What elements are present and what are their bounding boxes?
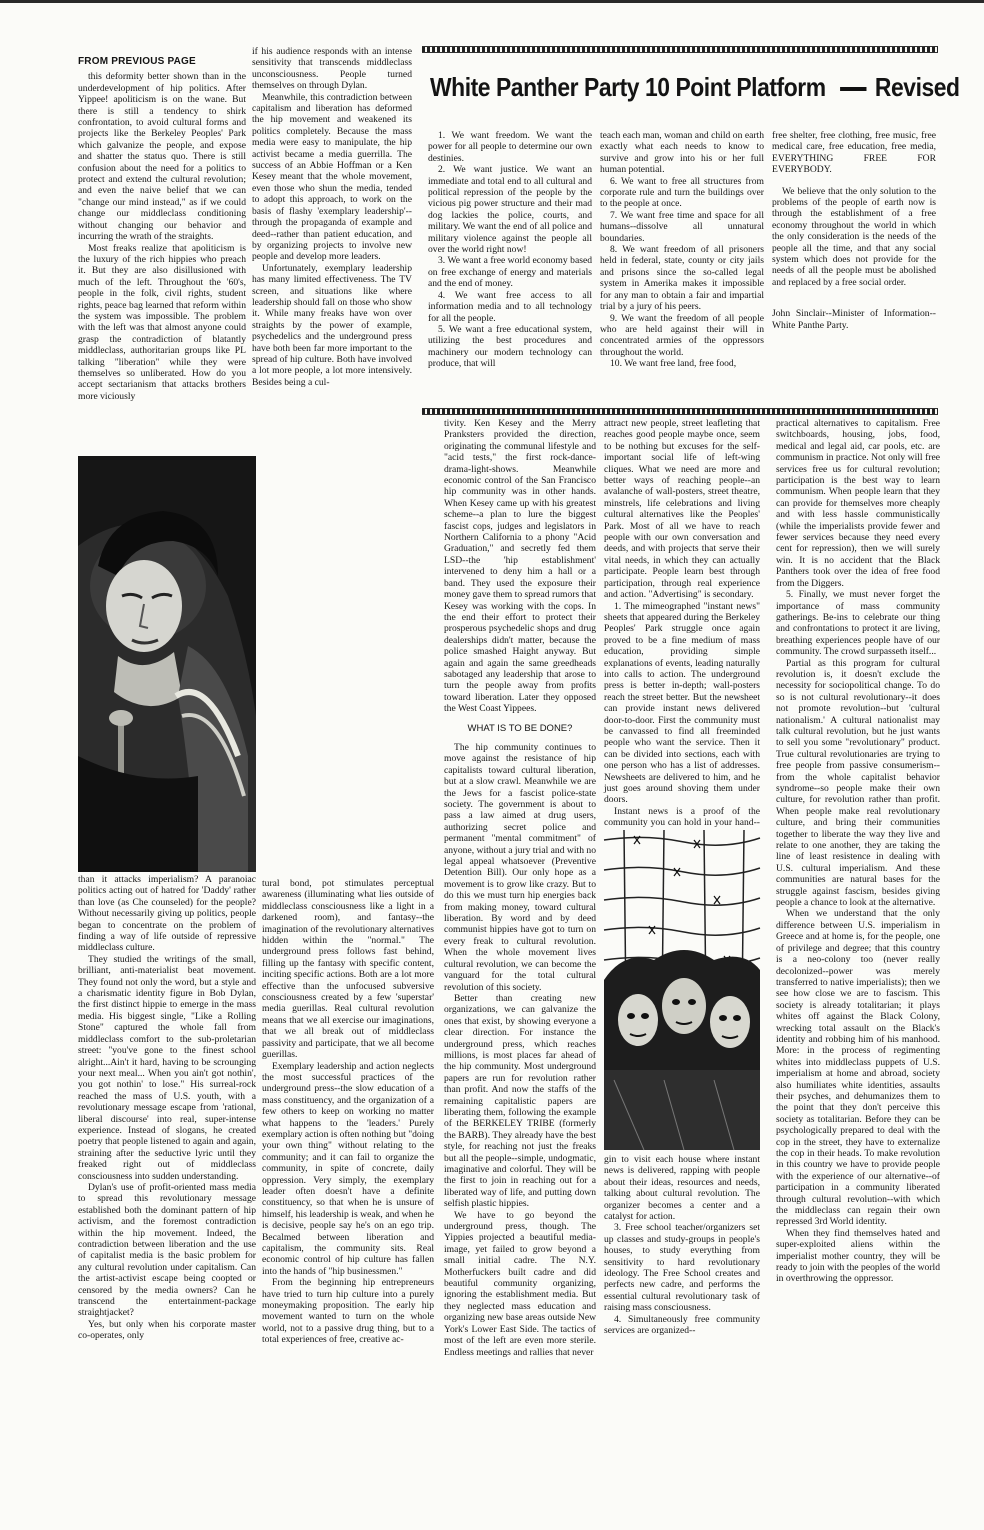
headline-main: White Panther Party 10 Point Platform (430, 72, 826, 102)
paragraph: Partial as this program for cultural revolution is, it doesn't exclude the necessity for sociopolitical change. To do so is not cultural revolutionary--it does not promote revolution--but 'cultural nationalism.' A cultural nationalist may talk cultural revolution, but he just wants to sell you some "revolutionary" product. True cultural revolutionaries are trying to free people from passive consumerism--from the whole capitalist behavior syndrome--so people make their own culture, for revolution rather than profit. When people make real revolutionary culture, and bring their communities together to liberate the way they live and relate to one another, they are taking the line of least resistence in dealing with U.S. cultural imperialism. And these communities are natural bases for the struggle against fascism, besides giving people a chance to look at the alternative. (776, 657, 940, 909)
article-column-3 (444, 418, 596, 1510)
article-column-2-top (252, 46, 412, 450)
prisoners-illustration (604, 830, 760, 1150)
platform-point: 4. We want free access to all information media and to all technology for all the people. (428, 289, 592, 324)
paragraph: this deformity better shown than in the underdevelopment of hip politics. After Yippee! apoliticism is on the wane. But there is still a tendency to shirk confrontation, to avoid cultural forms and projects like the Berkeley Peoples' Park which galvanize the people, and expose and shatter the status quo. There is still confusion about the need for a politics to protect and extend the cultural revolution; and even the naive belief that we can "change our mind instead," as if we could change our middleclass conditioning without changing our behavior and incurring the wrath of the straights. (78, 71, 246, 243)
barbed-wire-drawing (604, 830, 760, 1150)
platform-point: 1. We want freedom. We want the power for all people to determine our own destinies. (428, 130, 592, 164)
dylan-photo (78, 456, 256, 872)
paragraph: Most freaks realize that apoliticism is the luxury of the rich hippies who preach it. But they are also disillusioned with much of the left. Throughout the '60's, people in the folk, civil rights, student rights, peace bag learned that reform within the system was impossible. The problem with the left was that almost anyone could grasp the contradiction of blatantly middleclass, authoritarian groups like PL talking "liberation" while they were themselves so unliberated. How do you accept sectarianism that attacks brothers more viciously (78, 242, 246, 402)
paragraph: if his audience responds with an intense sensitivity that transcends middleclass unconsciousness. People turned themselves on through Dylan. (252, 46, 412, 92)
paragraph: The hip community continues to move against the resistance of hip capitalists toward cultural liberation, but at a slow crawl. Meanwhile we are the Jews for a fascist police-state society. The government is about to pass a law aimed at drug users, authorizing secret police and permanent "mental commitment" of anyone, without a jury trial and with no legal appeal whatsoever (Preventive Detention Bill). Our only hope as a movement is to grow like crazy. But to do this we must turn hip energies back from making money, toward cultural liberation. By word and by deed communist hippies have got to turn on every freak to cultural revolution. When the whole movement lives cultural revolution, we can become the vanguard for the total cultural revolution of this society. (444, 741, 596, 993)
platform-point: 2. We want justice. We want an immediate and total end to all cultural and political repression of the people by the vicious pig power structure and their mad dog lackies the police, courts, and military. We want the end of all police and military violence against the people all over the world right now! (428, 164, 592, 256)
paragraph: practical alternatives to capitalism. Free switchboards, housing, jobs, food, medical and legal aid, car pools, etc. are communism in practice. Not only will free services free us for cultural revolution; participation is the best way to learn communism. When people learn that they can provide for themselves more cheaply and with less hassle communistically (while the imperialists provide fewer and fewer services because they need every cent for repression), then we will surely win. It is no accident that the Black Panthers took over the idea of free food from the Diggers. (776, 418, 940, 589)
paragraph: 4. Simultaneously free community services are organized-- (604, 1313, 760, 1337)
platform-signature: John Sinclair--Minister of Information--White Panthe Party. (772, 308, 936, 331)
platform-point: free shelter, free clothing, free music, free medical care, free education, free media, EVERYTHING FREE FOR EVERYBODY. (772, 130, 936, 176)
paragraph: tivity. Ken Kesey and the Merry Pranksters provided the direction, originating the communal lifestyle and "acid tests," the first rock-dance-drama-light-shows. Meanwhile economic control of the San Francisco hip community was in other hands. When Kesey came up with his greatest scheme--a plan to lure the biggest fascist cops, judges and legislators in Northern California to a phony "Acid Graduation," and secretly fed them LSD--the 'hip establishment' intervened to deny him a hall or a band. They used the exposure their money gave them to spread rumors that Kesey was working with the cops. In the end their effort to protect their prosperous psychedelic shops and drug dealerships didn't matter, because the police smashed Haight anyway. But again and again the same greedheads sabotaged any leadership that arose to turn the people away from profits toward liberation. Later they opposed the West Coast Yippees. (444, 418, 596, 715)
platform-column-2 (600, 130, 764, 370)
article-column-1-bottom (78, 874, 256, 1508)
platform-point: 10. We want free land, free food, (610, 358, 737, 370)
paragraph: attract new people, street leafleting that reaches good people maybe once, seem to be nothing but excuses for the self-important social life of left-wing cliques. What we need are more and better ways of reaching people--an avalanche of wall-posters, street theatre, minstrels, life celebrations and living cultural alternatives like the Peoples' Park. Most of all we have to reach people with our own conversation and deeds, and with projects that serve their vital needs, in which they can actually participate. People learn best through participation, through real experience and action. "Advertising" is secondary. (604, 418, 760, 601)
paragraph: than it attacks imperialism? A paranoiac politics acting out of hatred for 'Daddy' rather than love (as Che counseled) for the people? Without necessarily giving up politics, people began to concentrate on the problem of finding a way of life outside of repressive middleclass culture. (78, 874, 256, 954)
platform-point: 8. We want freedom of all prisoners held in federal, state, county or city jails and prisons since the so-called legal system in Amerika makes it impossible for any man to obtain a fair and impartial trial by a jury of his peers. (600, 244, 764, 313)
article-column-4-top (604, 418, 760, 829)
paragraph: 1. The mimeographed "instant news" sheets that appeared during the Berkeley Peoples' Park struggle once again proved to be a fine medium of mass education, providing simple explanations of events, leading naturally into calls to action. The underground press is better in-depth; wall-posters reach the street better. But the newsheet can provide instant news delivered door-to-door. First the community must be canvassed to find all freeminded people who want the service. Then it can be divided into sections, each with one person who has a list of addresses. Newsheets are delivered to him, and he just goes around shoving them under doors. (604, 600, 760, 806)
headline-dash (840, 87, 866, 91)
platform-point: 6. We want to free all structures from corporate rule and turn the buildings over to the people at once. (600, 175, 764, 210)
paragraph: Exemplary leadership and action neglects the most successful practices of the underground press--the slow education of a mass constituency, and the organization of a few others to keep on working no matter what happens to the 'leaders.' Purely exemplary action is often nothing but "doing your own thing" without relating to the community; and it can fail to organize the community, in spite of concrete, daily oppression. Very simply, the exemplary leader often doesn't have a definite constituency, so that when he is unsure of himself, his leadership is weak, and when he is decisive, people say he's on an ego trip. Becalmed between liberation and capitalism, the community sits. Real economic control of hip culture has fallen into the hands of "hip businessmen." (262, 1060, 434, 1277)
platform-point: 7. We want free time and space for all humans--dissolve all unnatural boundaries. (600, 209, 764, 244)
article-column-5 (776, 418, 940, 1510)
header-rule-top (422, 46, 938, 53)
paragraph: We have to go beyond the underground press, though. The Yippies projected a beautiful media-image, yet failed to grow beyond a small initial cadre. The N.Y. Motherfuckers built cadre and did beautiful community organizing, ignoring the establishment media. But they neglected mass education and organizing new base areas outside New York's Lower East Side. The tactics of most of the left are even more sterile. Endless meetings and rallies that never (444, 1209, 596, 1358)
paragraph: Better than creating new organizations, we can galvanize the ones that exist, by showing everyone a clear direction. For instance the underground press, which reaches millions, is most places far ahead of the hip community. Most underground papers are run for revolution rather than profit. And now the staffs of the remaining capitalistic papers are liberating them, following the example of the BERKELEY TRIBE (formerly the BARB). They already have the best style, for reaching not just the freaks but all the people--simple, undogmatic, imaginative and colorful. They will be the first to join in reaching out for a liberated way of life, and putting down selfish plastic hippies. (444, 992, 596, 1210)
paragraph: 3. Free school teacher/organizers set up classes and study-groups in people's houses, to study everything from sensitivity to hard revolutionary ideology. The Free School creates and perfects new cadre, and performs the essential cultural revolutionary task of raising mass consciousness. (604, 1222, 760, 1314)
article-column-2-bottom (262, 878, 434, 1508)
section-heading: WHAT IS TO BE DONE? (467, 722, 573, 734)
paragraph: Instant news is a proof of the community you can hold in your hand-- (604, 805, 760, 829)
paragraph: gin to visit each house where instant news is delivered, rapping with people about their ideas, resources and needs, talking about cultural revolution. The organizer becomes a center and a catalyst for action. (604, 1154, 760, 1223)
platform-column-3 (772, 130, 936, 370)
continued-kicker: FROM PREVIOUS PAGE (78, 56, 196, 67)
paragraph: Dylan's use of profit-oriented mass media to spread this revolutionary message established both the dominant pattern of hip activism, and the foremost contradiction within the hip movement. Indeed, the contradiction between liberation and the use of capitalist media is the basic problem for any cultural revolution under capitalism. Can the artist-activist escape being coopted or censored by the media owners? Can he transcend the entertainment-package straightjacket? (78, 1181, 256, 1319)
paragraph: When we understand that the only difference between U.S. imperialism in Greece and at home is, for the people, one of privilege and degree; that this country is a neo-colony too (never really decolonized--power was merely transferred to native imperialists); then we see how close we are to fascism. This society is already totalitarian; it plays whites off against the Black Colony, wrecking total assault on the Black's identity and robbing him of his manhood. More: in the process of regimenting whites into middleclass puppets of U.S. imperialism at home and abroad, society also humiliates white identities, assaults their psyches, and dehumanizes them to the point that they don't perceive this society as totalitarian. Before they can be psychologically prepared to deal with the cop in the street, they have to externalize the cop in their heads. To make revolution in this country we have to provide people with the experience of our alternative--of participation in a community liberated through cultural revolution--with which the middleclass can regain their own repressed 3rd World identity. (776, 908, 940, 1228)
platform-rule-bottom (422, 408, 938, 415)
platform-column-1 (428, 130, 592, 370)
page-top-border (0, 0, 984, 3)
platform-conclusion: We believe that the only solution to the problems of the people of earth now is through the establishment of a free economy throughout the world in which the only consideration is the needs of the people all the time, and that any social system which does not provide for the needs of all the people must be abolished and replaced by a free social order. (772, 185, 936, 288)
paragraph: 5. Finally, we must never forget the importance of mass community gatherings. Be-ins to celebrate our thing and confrontations to protect it are living, breathing experiences people have of our community. The crowd surpasseth itself... (776, 589, 940, 658)
platform-point: 5. We want a free educational system, utilizing the best procedures and machinery our modern technology can produce, that will (428, 323, 592, 370)
platform-point: 3. We want a free world economy based on free exchange of energy and materials and the end of money. (428, 255, 592, 290)
performer-image (78, 456, 256, 872)
platform-point: teach each man, woman and child on earth exactly what each needs to know to survive and grow into his or her full human potential. (600, 130, 764, 176)
platform-headline (430, 72, 960, 103)
article-column-4-bottom (604, 1154, 760, 1508)
paragraph: Unfortunately, exemplary leadership has many limited effectiveness. The TV screen, and situations like where leadership should fall on those who show it. While many freaks have won over straights by the power of example, psychedelics and the underground press have both been far more important to the spread of hip culture. Both have involved a lot more people, a lot more intensively. Besides being a cul- (252, 262, 412, 388)
paragraph: Meanwhile, this contradiction between capitalism and liberation has deformed the hip movement and weakened its politics completely. Because the mass media were easy to manipulate, the hip activist became a media guerrilla. The success of an Abbie Hoffman or a Ken Kesey meant that the whole movement, even those who shun the media, tended to adopt this approach, to work on the basis of flashy 'exemplary leadership'--through the propaganda of example and deed--rather than patient education, and by organizing projects to involve new people and develop more leaders. (252, 91, 412, 263)
platform-point: 9. We want the freedom of all people who are held against their will in concentrated armies of the oppressors throughout the world. (600, 312, 764, 358)
headline-suffix: Revised (874, 72, 960, 102)
paragraph: Yes, but only when his corporate master co-operates, only (78, 1318, 256, 1342)
paragraph: When they find themselves hated and super-exploited aliens within the imperialist mother country, they will be ready to join with the peoples of the world in overthrowing the oppressor. (776, 1227, 940, 1285)
article-column-1-top (78, 56, 246, 454)
paragraph: From the beginning hip entrepreneurs have tried to turn hip culture into a purely moneymaking proposition. The early hip movement wanted to turn on the whole world, not to a passive drug thing, but to a total experiences of free, creative ac- (262, 1277, 434, 1346)
paragraph: tural bond, pot stimulates perceptual awareness (illuminating what lies outside of middleclass consciousness like a light in a darkened room), and fantasy--the imagination of the revolutionary alternatives hidden within the "normal." The underground press follows fast behind, filling up the fantasy with specific content, inciting specific actions. Both are a lot more effective than the unfocused subversive consciousness created by a few 'superstar' media guerillas. Real cultural revolution means that we all exercise our imaginations, that we all break out of middleclass passivity and participate, that we all become guerillas. (262, 878, 434, 1061)
paragraph: They studied the writings of the small, brilliant, anti-materialist beat movement. They found not only the word, but a style and a charismatic identity figure in Bob Dylan, the first distinct hippie to emerge in the mass media. His biggest single, "Like a Rolling Stone" captured the whole fall from middleclass comfort to the sub-proletarian street: "you've gone to the finest school alright...Ain't it hard, having to be scrounging your next meal... When you ain't got nothin', you got nothin' to lose." His surreal-rock reached the mass of U.S. youth, with a revolutionary message escape from 'rational, liberal discourse' into real, super-intense experience. Instead of slogans, he created poetry that people listened to again and again, straining after the seductive lyric until they freaked right out of middleclass consciousness into sudden understanding. (78, 953, 256, 1182)
